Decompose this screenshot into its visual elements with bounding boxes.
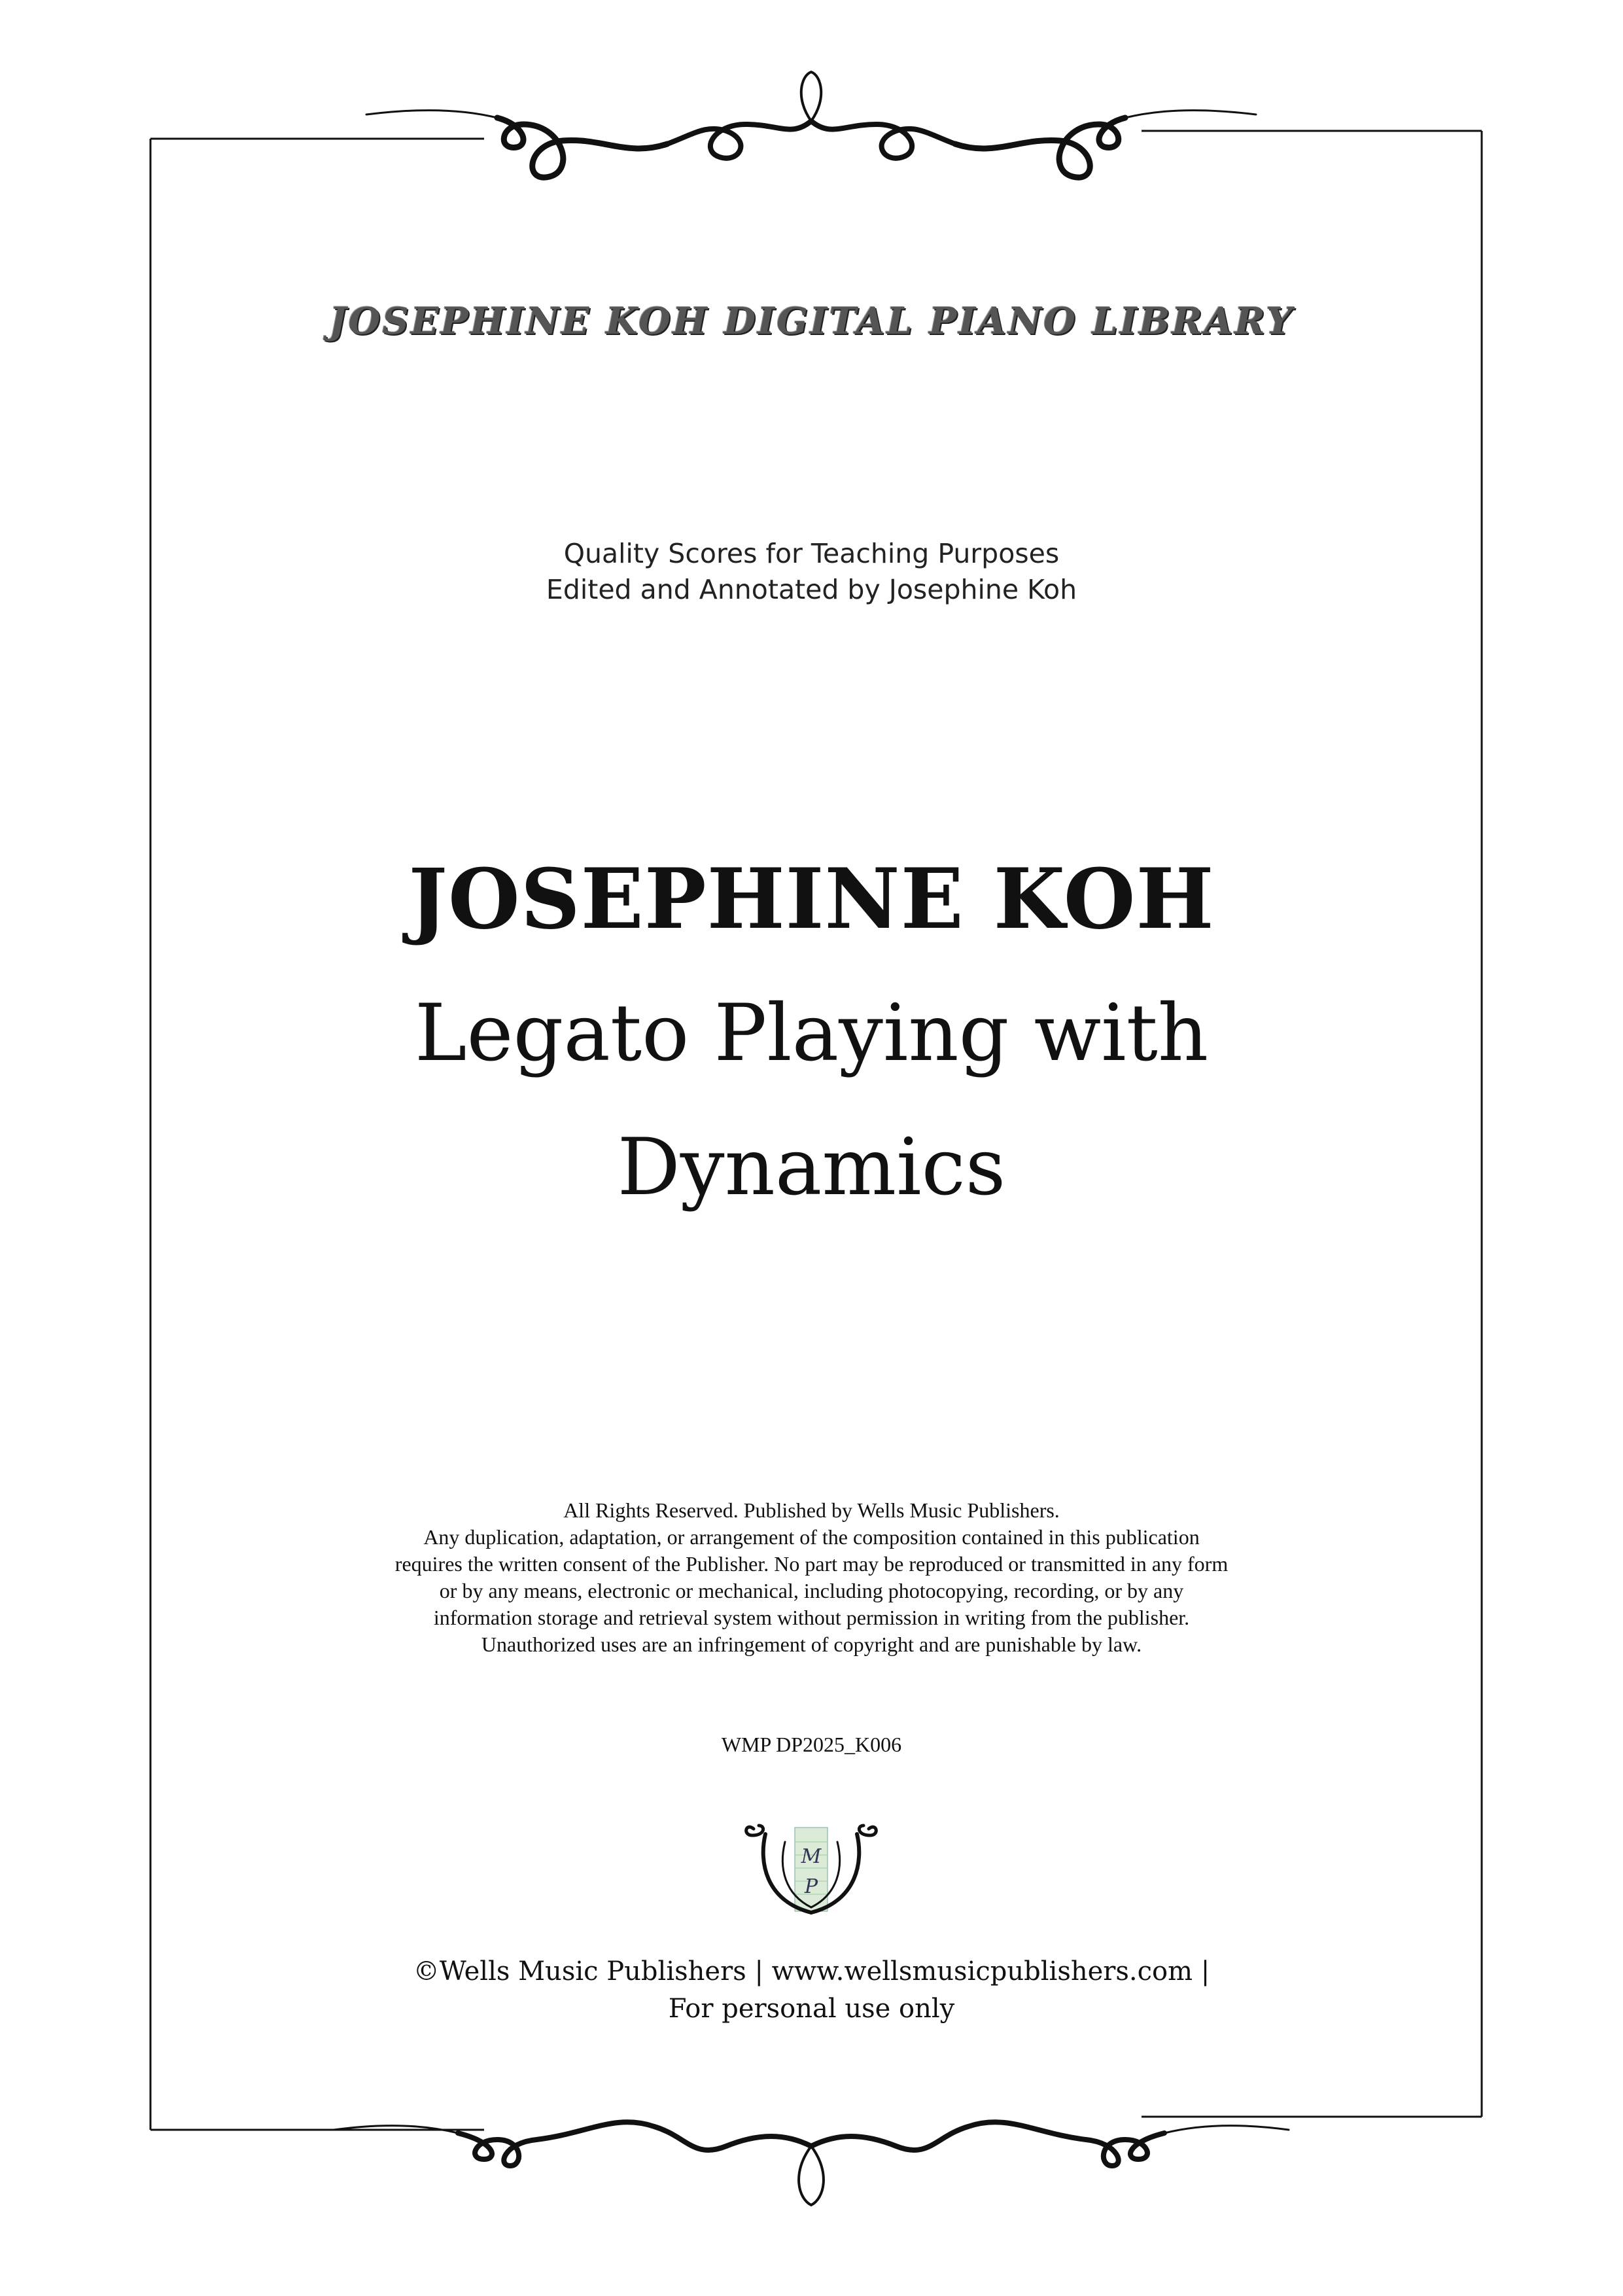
- bottom-flourish-ornament: [0, 2068, 1623, 2238]
- catalog-code: WMP DP2025_K006: [721, 1733, 902, 1756]
- publisher-logo: [739, 1816, 883, 1927]
- logo-letter-m: M: [801, 1845, 822, 1868]
- copyright-line: All Rights Reserved. Published by Wells Music Publishers.: [563, 1498, 1060, 1522]
- copyright-notice: [0, 1497, 1623, 1658]
- composer-name: JOSEPHINE KOH: [408, 851, 1215, 947]
- tagline-line1: Quality Scores for Teaching Purposes: [563, 538, 1060, 569]
- copyright-line: requires the written consent of the Publisher. No part may be reproduced or transmitted in any form: [394, 1552, 1229, 1576]
- piece-title-line2: Dynamics: [617, 1122, 1006, 1213]
- copyright-line: Any duplication, adaptation, or arrangement of the composition contained in this publication: [423, 1525, 1200, 1549]
- footer-usage-line: For personal use only: [668, 1994, 955, 2024]
- top-flourish-ornament: [0, 59, 1623, 229]
- copyright-line: information storage and retrieval system without permission in writing from the publisher.: [433, 1606, 1190, 1629]
- tagline-line2: Edited and Annotated by Josephine Koh: [546, 574, 1077, 605]
- copyright-line: or by any means, electronic or mechanical, including photocopying, recording, or by any: [439, 1579, 1184, 1602]
- piece-title-line1: Legato Playing with: [414, 988, 1209, 1079]
- copyright-line: Unauthorized uses are an infringement of copyright and are punishable by law.: [481, 1633, 1142, 1656]
- footer-publisher-line: ©Wells Music Publishers | www.wellsmusicpublishers.com |: [413, 1956, 1210, 1987]
- logo-letter-p: P: [804, 1875, 818, 1898]
- library-name: JOSEPHINE KOH DIGITAL PIANO LIBRARY: [329, 300, 1294, 343]
